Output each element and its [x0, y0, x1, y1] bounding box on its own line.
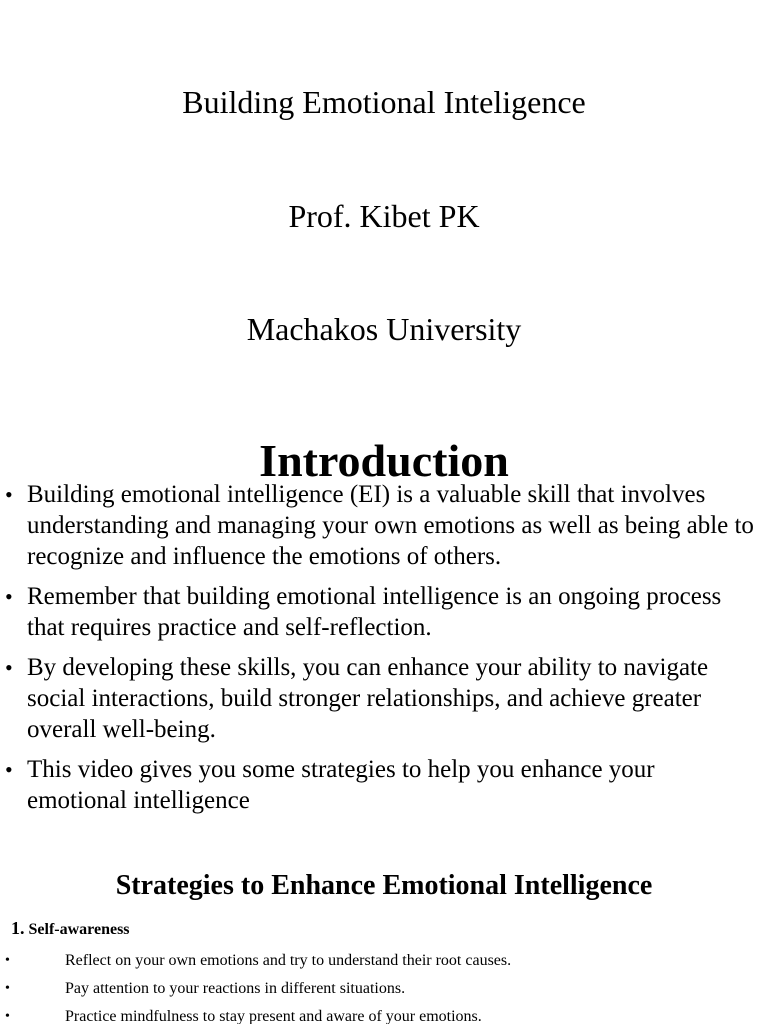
strategy-item — [0, 947, 768, 975]
section-title: Self-awareness — [28, 921, 130, 938]
introduction-heading: Introduction — [259, 435, 509, 486]
strategy-item-text: Reflect on your own emotions and try to understand their root causes. — [65, 952, 512, 969]
self-awareness-list — [0, 947, 768, 1024]
document-title: Building Emotional Inteligence — [182, 84, 586, 120]
bullet-text: This video gives you some strategies to help you enhance your emotional intelligence — [27, 756, 655, 814]
bullet-text: Building emotional intelligence (EI) is a valuable skill that involves understanding and managing your own emotions as well as being able to recognize and influence the emotions of others. — [27, 481, 754, 570]
strategy-item-text: Pay attention to your reactions in different situations. — [65, 980, 406, 997]
strategy-item-text: Practice mindfulness to stay present and aware of your emotions. — [65, 1008, 482, 1024]
strategies-heading: Strategies to Enhance Emotional Intelligence — [115, 870, 653, 901]
bullet-text: Remember that building emotional intelligence is an ongoing process that requires practice and self-reflection. — [27, 583, 722, 641]
bullet-icon: • — [5, 482, 13, 507]
introduction-bullet — [0, 581, 768, 643]
self-awareness-heading — [11, 916, 130, 942]
introduction-bullet — [0, 479, 768, 572]
bullet-text: By developing these skills, you can enhance your ability to navigate social interactions, build stronger relationships, and achieve greater overall well-being. — [27, 654, 709, 743]
bullet-icon: • — [5, 584, 13, 609]
section-number: 1. — [11, 918, 25, 938]
strategy-item — [0, 1003, 768, 1024]
bullet-icon: • — [5, 757, 13, 782]
strategy-item — [0, 975, 768, 1003]
bullet-icon: • — [5, 1009, 10, 1024]
bullet-icon: • — [5, 953, 10, 968]
bullet-icon: • — [5, 655, 13, 680]
bullet-icon: • — [5, 981, 10, 996]
institution-name: Machakos University — [246, 311, 522, 347]
introduction-bullet — [0, 754, 768, 816]
author-name: Prof. Kibet PK — [288, 198, 480, 234]
introduction-bullet-list — [0, 479, 768, 825]
introduction-bullet — [0, 652, 768, 745]
